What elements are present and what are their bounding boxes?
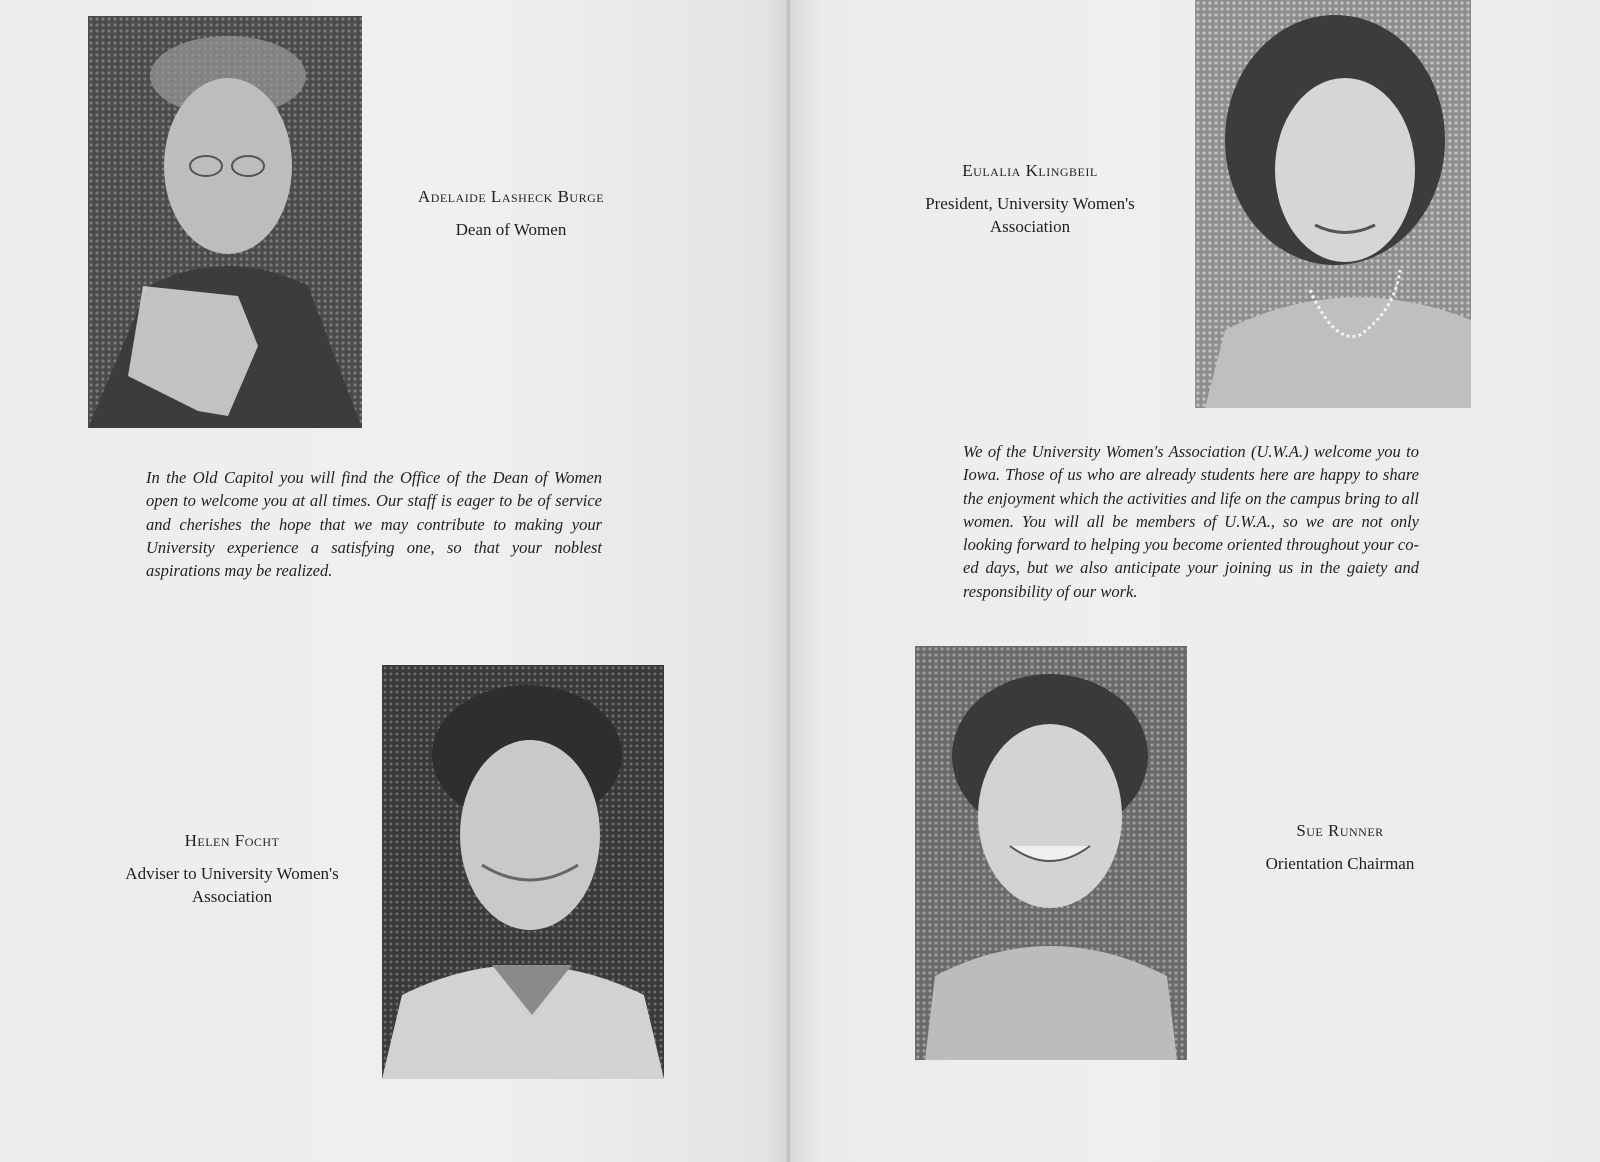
uwa-welcome-paragraph: We of the University Women's Association (U.W.A.) welcome you to Iowa. Those of us who are already students here are happy to share the enjoyment which the activities and life on the campus bring to all women. You will all be members of U.W.A., so we are not only looking forward to helping you become oriented throughout your co-ed days, but we also anticipate your joining us in the gaiety and responsibility of our work. [963, 442, 1419, 601]
right-page [790, 0, 1600, 1162]
president-title-line2: Association [989, 217, 1071, 236]
dean-caption [396, 186, 626, 241]
dean-welcome-paragraph: In the Old Capitol you will find the Office of the Dean of Women open to welcome you at all times. Our staff is eager to be of service and cherishes the hope that we may contribute to making your University experience a satisfying one, so that your noblest aspirations may be realized. [146, 468, 602, 581]
adviser-title [98, 862, 366, 908]
portrait-photo-dean [88, 16, 362, 428]
left-page [0, 0, 788, 1162]
chairman-title: Orientation Chairman [1265, 854, 1415, 873]
chairman-caption [1220, 820, 1460, 875]
portrait-photo-adviser [382, 665, 664, 1079]
president-name: Eulalia Klingbeil [962, 161, 1098, 180]
portrait-photo-chairman [915, 646, 1187, 1060]
dean-name: Adelaide Lasheck Burge [417, 187, 605, 206]
adviser-name: Helen Focht [184, 831, 280, 850]
adviser-caption [98, 830, 366, 908]
adviser-title-line2: Association [191, 887, 273, 906]
adviser-title-line1: Adviser to University Women's [125, 864, 339, 883]
chairman-name: Sue Runner [1296, 821, 1384, 840]
president-caption [910, 160, 1150, 238]
dean-title: Dean of Women [455, 220, 567, 239]
president-title [910, 192, 1150, 238]
president-title-line1: President, University Women's [925, 194, 1135, 213]
portrait-photo-president [1195, 0, 1471, 408]
